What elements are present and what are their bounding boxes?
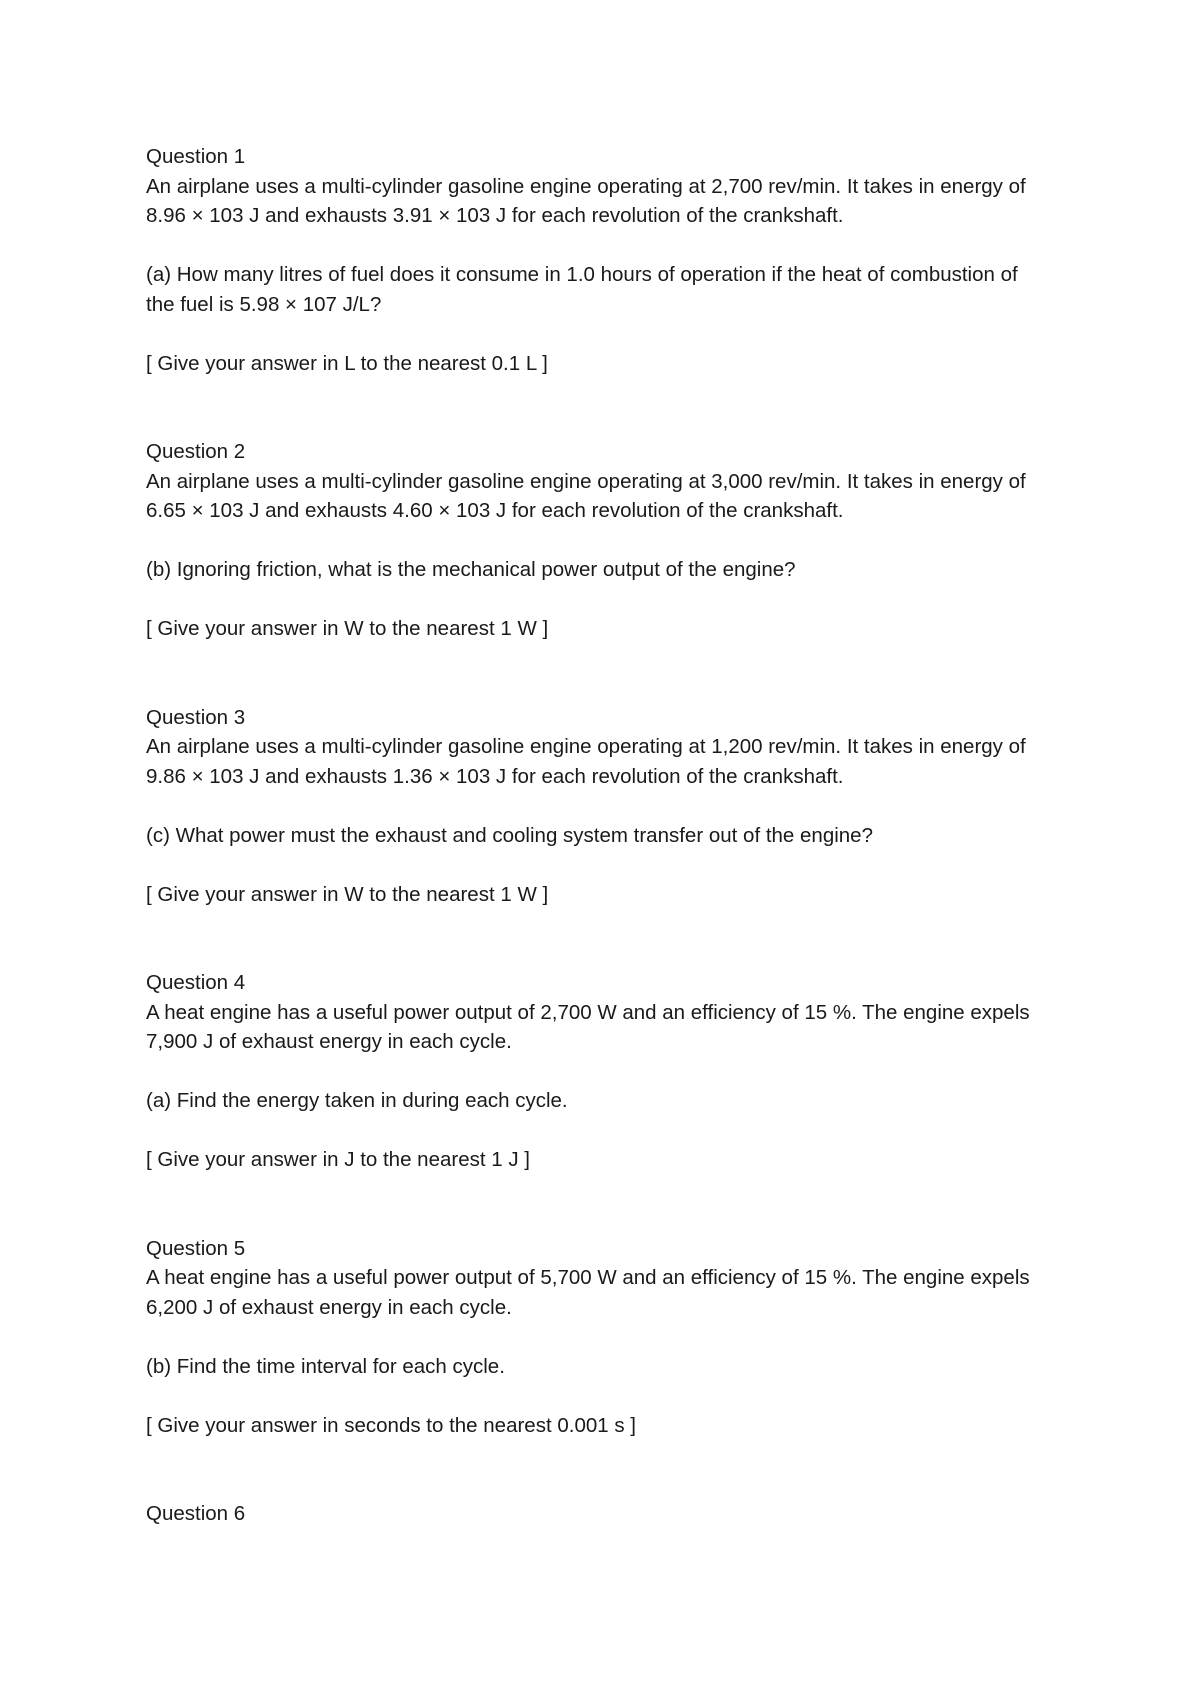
question-6	[146, 1499, 1046, 1529]
question-3	[146, 703, 1046, 910]
question-prompt: (a) How many litres of fuel does it consume in 1.0 hours of operation if the heat of combustion of the fuel is 5.98 × 107 J/L?	[146, 263, 1018, 316]
question-stem: An airplane uses a multi-cylinder gasoline engine operating at 2,700 rev/min. It takes in energy of 8.96 × 103 J and exhausts 3.91 × 103 J for each revolution of the crankshaft.	[146, 174, 1026, 227]
document-page	[146, 142, 1046, 1588]
question-2	[146, 437, 1046, 644]
question-title: Question 3	[146, 705, 246, 729]
answer-instruction: [ Give your answer in seconds to the nearest 0.001 s ]	[146, 1413, 636, 1437]
question-title: Question 4	[146, 971, 246, 994]
answer-instruction: [ Give your answer in L to the nearest 0.1 L ]	[146, 351, 548, 375]
question-4	[146, 968, 1046, 1175]
question-prompt: (b) Find the time interval for each cycle.	[146, 1354, 505, 1378]
answer-instruction: [ Give your answer in W to the nearest 1 W ]	[146, 882, 549, 906]
answer-instruction: [ Give your answer in W to the nearest 1 W ]	[146, 617, 549, 640]
question-stem: An airplane uses a multi-cylinder gasoline engine operating at 3,000 rev/min. It takes in energy of 6.65 × 103 J and exhausts 4.60 × 103 J for each revolution of the crankshaft.	[146, 469, 1026, 522]
question-1	[146, 142, 1046, 378]
question-stem: An airplane uses a multi-cylinder gasoline engine operating at 1,200 rev/min. It takes in energy of 9.86 × 103 J and exhausts 1.36 × 103 J for each revolution of the crankshaft.	[146, 735, 1026, 788]
answer-instruction: [ Give your answer in J to the nearest 1 J ]	[146, 1148, 530, 1171]
question-stem: A heat engine has a useful power output of 5,700 W and an efficiency of 15 %. The engine expels 6,200 J of exhaust energy in each cycle.	[146, 1266, 1030, 1319]
question-title: Question 6	[146, 1502, 246, 1525]
question-prompt: (a) Find the energy taken in during each cycle.	[146, 1089, 568, 1112]
question-prompt: (b) Ignoring friction, what is the mechanical power output of the engine?	[146, 558, 796, 581]
question-title: Question 1	[146, 145, 246, 168]
question-5	[146, 1234, 1046, 1441]
question-title: Question 5	[146, 1236, 246, 1260]
question-stem: A heat engine has a useful power output of 2,700 W and an efficiency of 15 %. The engine expels 7,900 J of exhaust energy in each cycle.	[146, 1000, 1030, 1053]
question-prompt: (c) What power must the exhaust and cooling system transfer out of the engine?	[146, 823, 873, 847]
question-title: Question 2	[146, 440, 246, 463]
